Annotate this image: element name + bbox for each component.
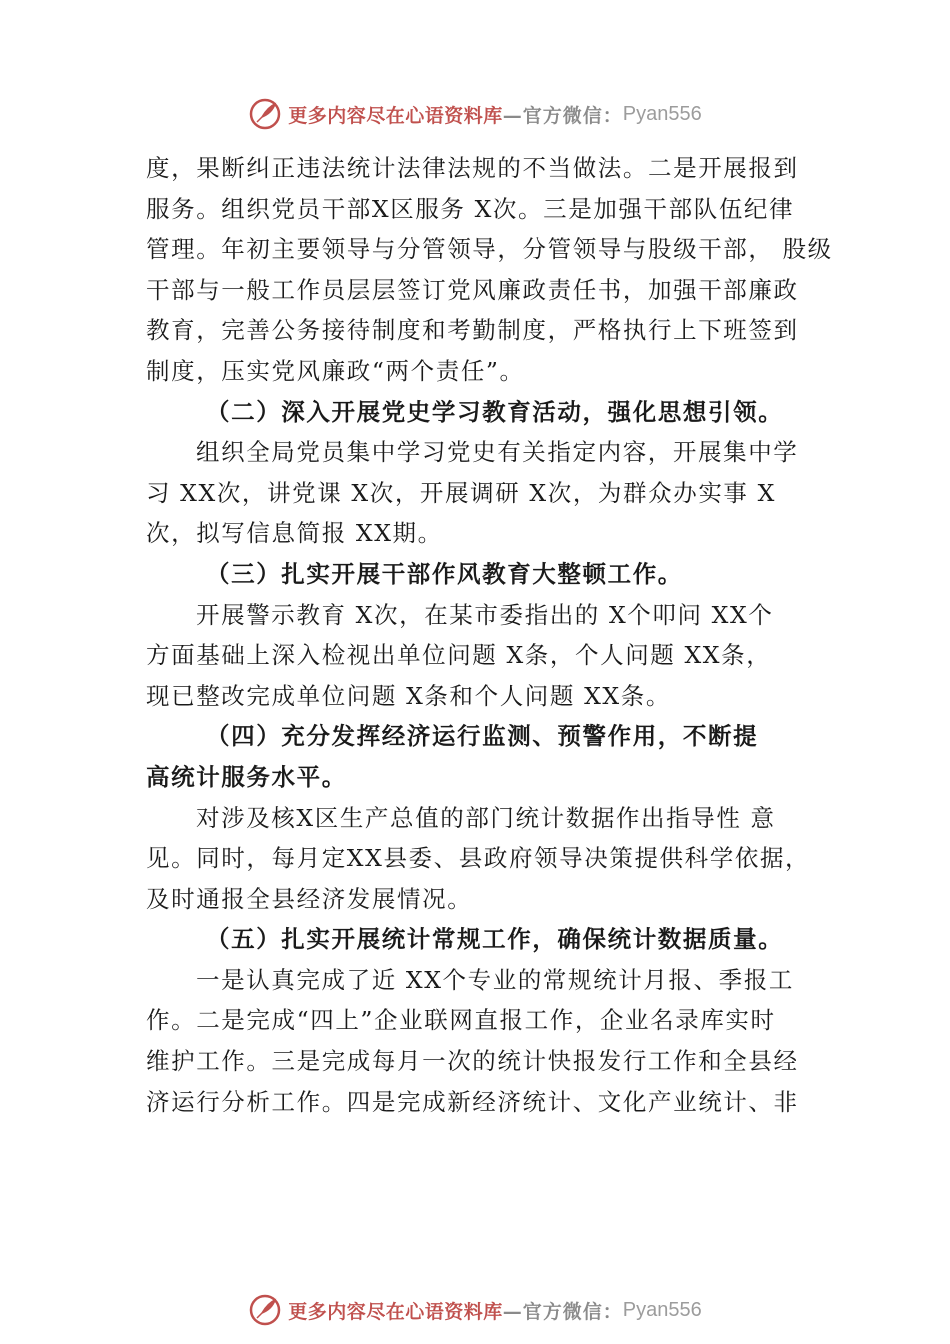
watermark-wechat-id: Pyan556 bbox=[622, 102, 702, 125]
document-body bbox=[146, 148, 833, 1122]
text-line: 次，拟写信息简报 XX期。 bbox=[146, 519, 443, 548]
paragraph-5 bbox=[146, 960, 826, 1122]
watermark-wechat-id: Pyan556 bbox=[622, 1298, 702, 1321]
text-line: 服务。组织党员干部X区服务 X次。三是加强干部队伍纪律 bbox=[146, 194, 795, 223]
text-line: 习 XX次，讲党课 X次，开展调研 X次，为群众办实事 X bbox=[146, 478, 776, 507]
text-line: 组织全局党员集中学习党史有关指定内容，开展集中学 bbox=[196, 438, 799, 467]
paragraph-4 bbox=[146, 798, 826, 920]
text-line: 度，果断纠正违法统计法律法规的不当做法。二是开展报到 bbox=[146, 154, 799, 182]
text-line: 干部与一般工作员层层签订党风廉政责任书，加强干部廉政 bbox=[146, 275, 799, 304]
text-line: 及时通报全县经济发展情况。 bbox=[146, 884, 473, 913]
text-line: 对涉及核X区生产总值的部门统计数据作出指导性 意 bbox=[196, 803, 776, 832]
paragraph-3 bbox=[146, 595, 826, 717]
text-line: 维护工作。三是完成每月一次的统计快报发行工作和全县经 bbox=[146, 1047, 799, 1076]
text-line: 作。二是完成“四上”企业联网直报工作，企业名录库实时 bbox=[146, 1006, 776, 1035]
text-line: 管理。年初主要领导与分管领导，分管领导与股级干部， 股级 bbox=[146, 235, 833, 264]
quill-logo-icon bbox=[248, 1293, 282, 1327]
heading-line: （四）充分发挥经济运行监测、预警作用，不断提 bbox=[206, 722, 759, 751]
heading-line: 高统计服务水平。 bbox=[146, 762, 347, 791]
text-line: 一是认真完成了近 XX个专业的常规统计月报、季报工 bbox=[196, 965, 794, 994]
section-heading-3: （三）扎实开展干部作风教育大整顿工作。 bbox=[206, 559, 683, 588]
text-line: 制度，压实党风廉政“两个责任”。 bbox=[146, 356, 525, 385]
watermark-text: 更多内容尽在心语资料库 bbox=[288, 104, 503, 127]
quill-logo-icon bbox=[248, 97, 282, 131]
watermark-wechat-label: —官方微信： bbox=[502, 104, 623, 127]
text-line: 开展警示教育 X次，在某市委指出的 X个叩问 XX个 bbox=[196, 600, 774, 629]
watermark-text: 更多内容尽在心语资料库 bbox=[288, 1300, 503, 1323]
paragraph-1 bbox=[146, 148, 833, 392]
section-heading-4 bbox=[146, 716, 826, 797]
paragraph-2 bbox=[146, 432, 826, 554]
text-line: 见。同时，每月定XX县委、县政府领导决策提供科学依据， bbox=[146, 844, 811, 873]
section-heading-2: （二）深入开展党史学习教育活动，强化思想引领。 bbox=[206, 397, 784, 426]
text-line: 教育，完善公务接待制度和考勤制度，严格执行上下班签到 bbox=[146, 316, 799, 345]
watermark-wechat-label: —官方微信： bbox=[502, 1300, 623, 1323]
watermark-banner-bottom bbox=[0, 1290, 950, 1330]
text-line: 现已整改完成单位问题 X条和个人问题 XX条。 bbox=[146, 681, 671, 710]
text-line: 方面基础上深入检视出单位问题 X条，个人问题 XX条， bbox=[146, 641, 772, 670]
section-heading-5: （五）扎实开展统计常规工作，确保统计数据质量。 bbox=[206, 925, 784, 954]
text-line: 济运行分析工作。四是完成新经济统计、文化产业统计、非 bbox=[146, 1087, 799, 1116]
watermark-banner-top bbox=[0, 94, 950, 134]
